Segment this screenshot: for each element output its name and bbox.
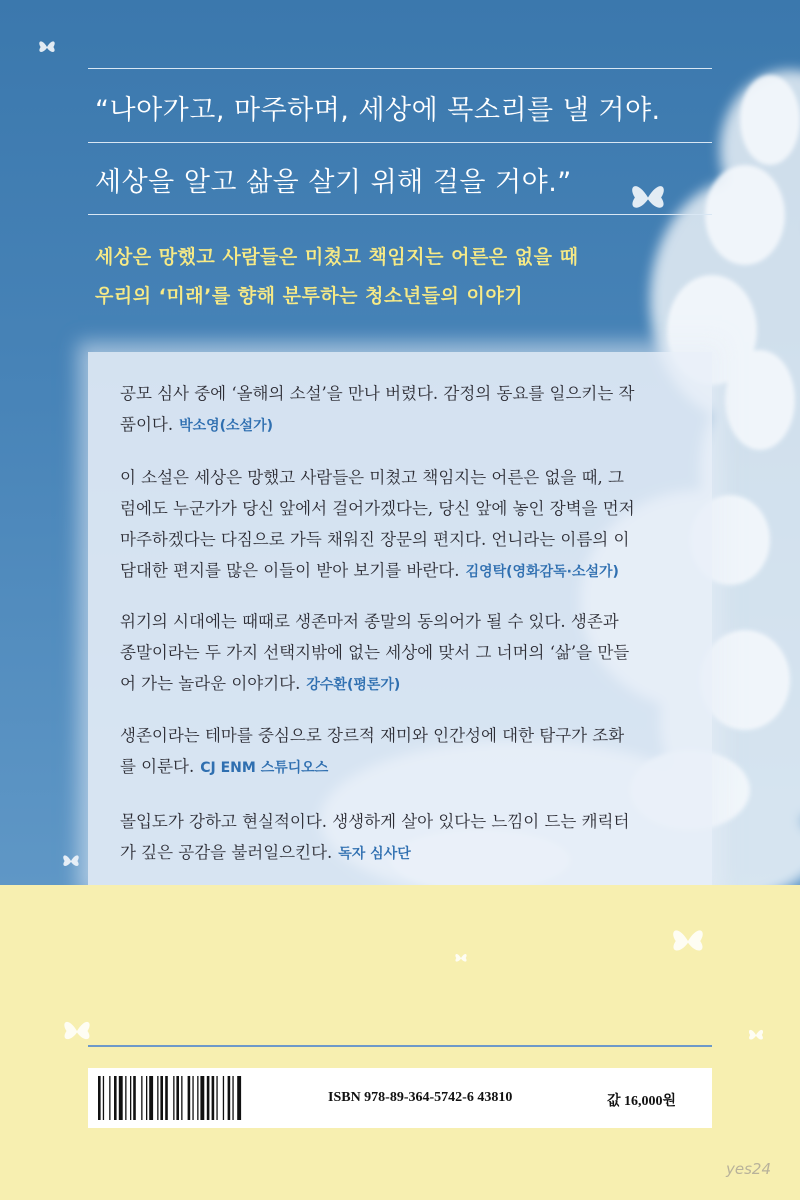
review-5-line: 가 깊은 공감을 불러일으킨다. [120,843,333,862]
review-5-credit: 독자 심사단 [338,846,411,862]
review-1-credit: 박소영(소설가) [179,418,274,434]
barcode-bar [157,1076,158,1120]
review-1 [120,378,700,442]
review-2-line: 마주하겠다는 다짐으로 가득 채워진 장문의 편지다. 언니라는 이름의 이 [120,530,630,549]
review-4 [120,720,700,784]
barcode-bar [197,1076,198,1120]
review-3 [120,606,700,701]
review-2-credit: 김영탁(영화감독·소설가) [465,564,619,580]
barcode-bar [160,1076,163,1120]
review-3-line: 어 가는 놀라운 이야기다. [120,674,301,693]
barcode-box [88,1068,712,1128]
review-2-line: 담대한 편지를 많은 이들이 받아 보기를 바란다. [120,561,460,580]
price-text: 값 16,000원 [606,1094,676,1109]
butterfly-icon [660,920,716,962]
isbn-text: ISBN 978-89-364-5742-6 43810 [328,1090,513,1105]
review-3-line: 위기의 시대에는 때때로 생존마저 종말의 동의어가 될 수 있다. 생존과 [120,612,619,631]
butterfly-icon [60,850,82,872]
barcode-bar [130,1076,131,1120]
barcode-bar [207,1076,210,1120]
barcode-bar [232,1076,233,1120]
yellow-footer [0,885,800,1200]
barcode-bar [228,1076,231,1120]
butterfly-icon [36,36,58,58]
review-4-credit: CJ ENM 스튜디오스 [200,760,329,776]
top-rule [88,68,712,69]
barcode-bar [133,1076,136,1120]
barcode-bar [98,1076,101,1120]
barcode-bar [216,1076,217,1120]
review-3-credit: 강수환(평론가) [306,677,401,693]
barcode-bar [176,1076,179,1120]
review-2-line: 이 소설은 세상은 망했고 사람들은 미쳤고 책임지는 어른은 없을 때, 그 [120,468,624,487]
butterfly-icon [745,1025,767,1045]
review-4-line: 를 이룬다. [120,757,195,776]
barcode-bar [165,1076,168,1120]
barcode-bar [114,1076,117,1120]
barcode-bar [237,1076,241,1120]
tagline-line-2: 우리의 ‘미래’를 향해 분투하는 청소년들의 이야기 [95,285,524,307]
bottom-rule [88,214,712,215]
footer-rule [88,1045,712,1047]
tagline-line-1: 세상은 망했고 사람들은 미쳤고 책임지는 어른은 없을 때 [95,246,579,268]
review-2 [120,462,700,588]
butterfly-icon [56,1013,98,1049]
barcode-bar [149,1076,153,1120]
barcode-bar [146,1076,147,1120]
quote-line-1: “나아가고, 마주하며, 세상에 목소리를 낼 거야. [95,95,661,126]
barcode-bar [103,1076,104,1120]
review-1-line: 공모 심사 중에 ‘올해의 소설’을 만나 버렸다. 감정의 동요를 일으키는 작 [120,384,635,403]
review-1-line: 품이다. [120,415,174,434]
barcode-bar [188,1076,191,1120]
barcode-bar [119,1076,123,1120]
barcode-bar [181,1076,182,1120]
barcode-bar [212,1076,215,1120]
review-2-line: 럼에도 누군가가 당신 앞에서 걸어가겠다는, 당신 앞에 놓인 장벽을 먼저 [120,499,635,518]
review-4-line: 생존이라는 테마를 중심으로 장르적 재미와 인간성에 대한 탐구가 조화 [120,726,625,745]
middle-rule [88,142,712,143]
barcode-bar [192,1076,193,1120]
barcode-bar [200,1076,204,1120]
review-3-line: 종말이라는 두 가지 선택지밖에 없는 세상에 맞서 그 너머의 ‘삶’을 만들 [120,643,630,662]
barcode-bar [141,1076,142,1120]
watermark: yes24 [726,1160,772,1178]
barcode [96,1076,296,1120]
barcode-bar [173,1076,174,1120]
barcode-bar [125,1076,126,1120]
barcode-bar [109,1076,110,1120]
quote-line-2: 세상을 알고 삶을 살기 위해 걸을 거야.” [95,167,572,198]
butterfly-icon [452,950,470,966]
barcode-bar [223,1076,224,1120]
review-5 [120,806,700,870]
review-5-line: 몰입도가 강하고 현실적이다. 생생하게 살아 있다는 느낌이 드는 캐릭터 [120,812,630,831]
